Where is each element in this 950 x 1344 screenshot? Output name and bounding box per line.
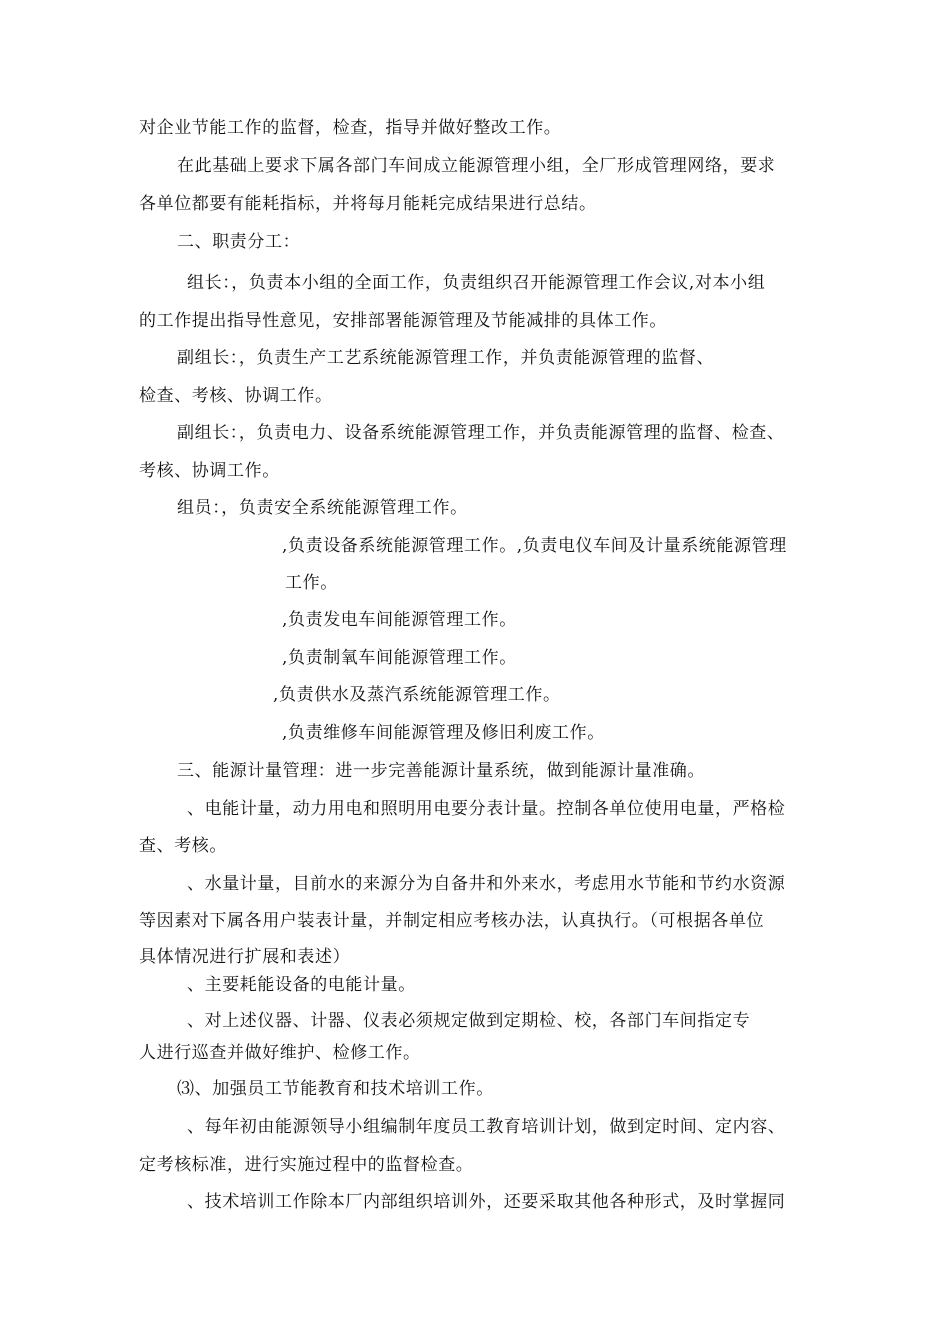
text-line: 、对上述仪器、计器、仪表必须规定做到定期检、校，各部门车间指定专 bbox=[187, 1011, 751, 1031]
text-line: ,负责制氧车间能源管理工作。 bbox=[282, 648, 517, 668]
text-line: 工作。 bbox=[285, 573, 338, 593]
section-heading: ⑶、加强员工节能教育和技术培训工作。 bbox=[177, 1079, 494, 1099]
text-line: 各单位都要有能耗指标，并将每月能耗完成结果进行总结。 bbox=[139, 194, 597, 214]
text-line: 组长：，负责本小组的全面工作，负责组织召开能源管理工作会议,对本小组 bbox=[187, 273, 766, 293]
text-line: 查、考核。 bbox=[139, 836, 227, 856]
text-line: 、电能计量，动力用电和照明用电要分表计量。控制各单位使用电量，严格检 bbox=[187, 799, 786, 819]
text-line: 副组长：，负责电力、设备系统能源管理工作，并负责能源管理的监督、检查、 bbox=[177, 423, 785, 443]
text-line: 对企业节能工作的监督，检查，指导并做好整改工作。 bbox=[139, 118, 562, 138]
text-line: 副组长：，负责生产工艺系统能源管理工作，并负责能源管理的监督、 bbox=[177, 348, 715, 368]
text-line: 人进行巡查并做好维护、检修工作。 bbox=[139, 1043, 421, 1063]
text-line: 、每年初由能源领导小组编制年度员工教育培训计划，做到定时间、定内容、 bbox=[187, 1117, 786, 1137]
text-line: ,负责供水及蒸汽系统能源管理工作。 bbox=[273, 685, 561, 705]
text-line: ,负责维修车间能源管理及修旧利废工作。 bbox=[282, 723, 605, 743]
text-line: ,负责设备系统能源管理工作。,负责电仪车间及计量系统能源管理 bbox=[282, 536, 787, 556]
text-line: 定考核标准，进行实施过程中的监督检查。 bbox=[139, 1155, 474, 1175]
text-line: 、技术培训工作除本厂内部组织培训外，还要采取其他各种形式，及时掌握同 bbox=[187, 1192, 786, 1212]
text-line: 组员：，负责安全系统能源管理工作。 bbox=[177, 498, 468, 518]
text-line: 具体情况进行扩展和表述） bbox=[139, 947, 351, 967]
text-line: 、水量计量，目前水的来源分为自备井和外来水，考虑用水节能和节约水资源 bbox=[187, 874, 786, 894]
text-line: 在此基础上要求下属各部门车间成立能源管理小组，全厂形成管理网络，要求 bbox=[177, 156, 776, 176]
text-line: ,负责发电车间能源管理工作。 bbox=[282, 610, 517, 630]
text-line: 的工作提出指导性意见，安排部署能源管理及节能减排的具体工作。 bbox=[139, 311, 667, 331]
section-heading: 三、能源计量管理：进一步完善能源计量系统，做到能源计量准确。 bbox=[177, 761, 705, 781]
text-line: 、主要耗能设备的电能计量。 bbox=[187, 975, 416, 995]
text-line: 考核、协调工作。 bbox=[139, 461, 280, 481]
section-heading: 二、职责分工： bbox=[177, 232, 301, 252]
text-line: 等因素对下属各用户装表计量，并制定相应考核办法，认真执行。（可根据各单位 bbox=[139, 911, 765, 931]
text-line: 检查、考核、协调工作。 bbox=[139, 386, 333, 406]
